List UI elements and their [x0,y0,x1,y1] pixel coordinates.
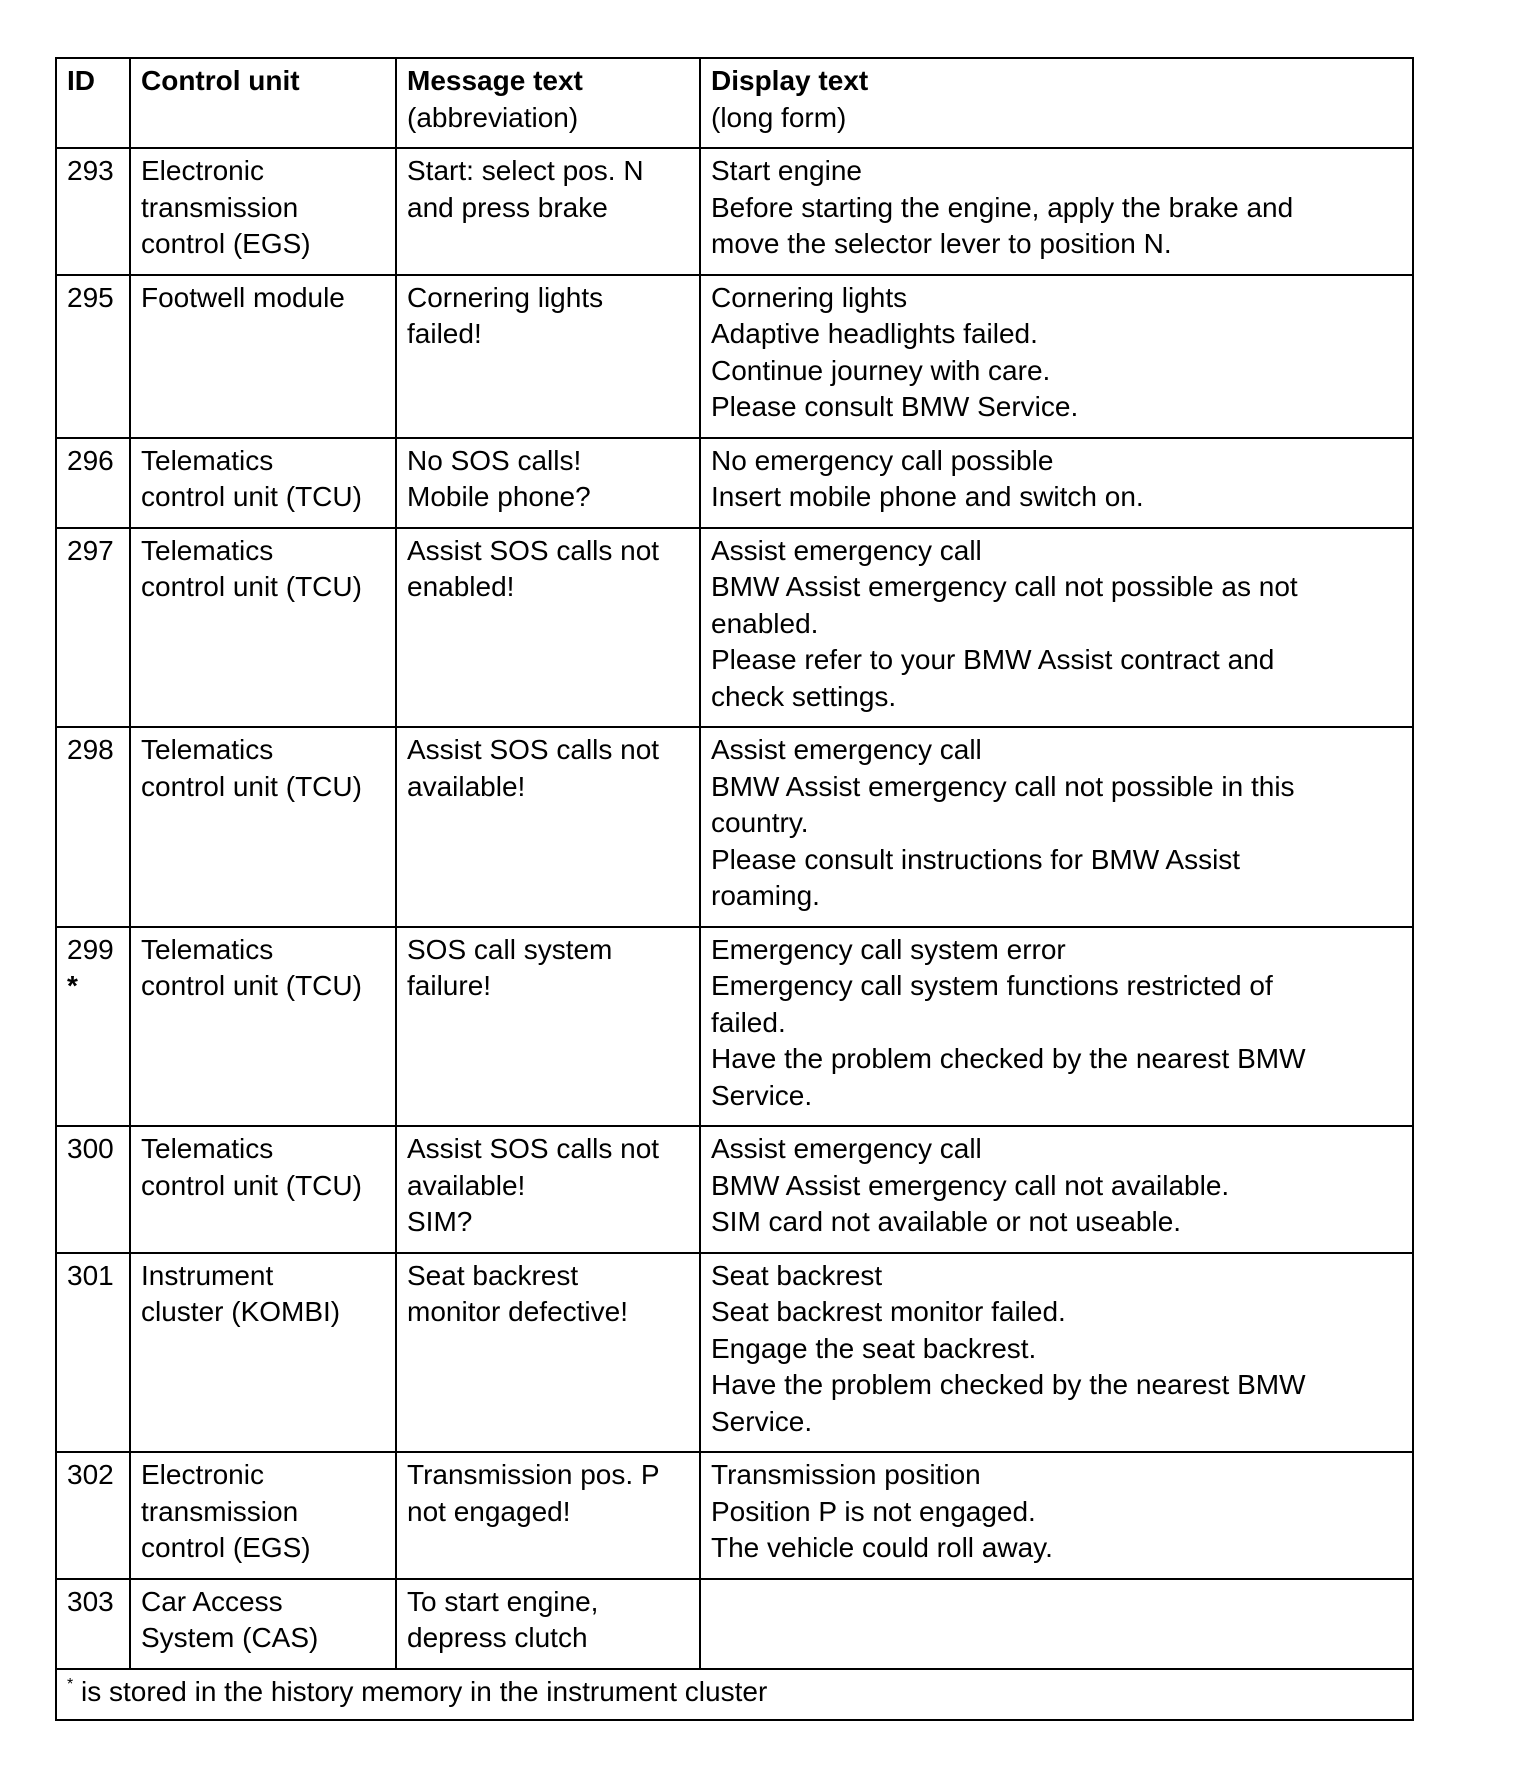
row-display-text: Seat backrest Seat backrest monitor failed. Engage the seat backrest. Have the problem checked by the nearest BMW Service. [700,1253,1413,1453]
row-message-text: Assist SOS calls not enabled! [396,528,700,728]
header-message-text [396,58,700,148]
footnote-row [56,1669,1413,1721]
header-control-unit: Control unit [130,58,396,148]
row-display-text [700,1579,1413,1669]
row-message-text: Transmission pos. P not engaged! [396,1452,700,1579]
row-message-text: Seat backrest monitor defective! [396,1253,700,1453]
row-id: 303 [56,1579,130,1669]
row-display-text: No emergency call possible Insert mobile phone and switch on. [700,438,1413,528]
row-message-text: Assist SOS calls not available! [396,727,700,927]
row-display-text: Assist emergency call BMW Assist emergency call not available. SIM card not available or not useable. [700,1126,1413,1253]
table-row [56,1452,1413,1579]
row-control-unit: Telematics control unit (TCU) [130,438,396,528]
row-control-unit: Footwell module [130,275,396,438]
row-control-unit: Telematics control unit (TCU) [130,1126,396,1253]
row-message-text: No SOS calls! Mobile phone? [396,438,700,528]
row-display-text: Emergency call system error Emergency call system functions restricted of failed. Have the problem checked by the nearest BMW Service. [700,927,1413,1127]
row-display-text: Transmission position Position P is not engaged. The vehicle could roll away. [700,1452,1413,1579]
row-id: 296 [56,438,130,528]
header-message-text-title: Message text [407,65,583,96]
row-control-unit: Car Access System (CAS) [130,1579,396,1669]
check-control-message-table [55,57,1414,1721]
row-message-text: Cornering lights failed! [396,275,700,438]
footnote-text: is stored in the history memory in the instrument cluster [73,1675,768,1707]
header-display-text-title: Display text [711,65,869,96]
header-id: ID [56,58,130,148]
table-body [56,148,1413,1720]
row-control-unit: Electronic transmission control (EGS) [130,148,396,275]
history-marker: * [67,970,78,1001]
row-message-text: To start engine, depress clutch [396,1579,700,1669]
header-message-text-sub: (abbreviation) [407,101,579,133]
row-id: 298 [56,727,130,927]
row-control-unit: Telematics control unit (TCU) [130,528,396,728]
table-row [56,727,1413,927]
row-id: 299 [67,933,114,965]
row-id: 297 [56,528,130,728]
row-id-cell [56,927,130,1127]
row-id: 295 [56,275,130,438]
header-display-text-sub: (long form) [711,101,847,133]
row-id: 293 [56,148,130,275]
row-id: 300 [56,1126,130,1253]
row-display-text: Assist emergency call BMW Assist emergency call not possible as not enabled. Please refer to your BMW Assist contract and check settings. [700,528,1413,728]
table-header-row [56,58,1413,148]
row-message-text: Start: select pos. N and press brake [396,148,700,275]
row-control-unit: Telematics control unit (TCU) [130,927,396,1127]
footnote-marker: * [67,1675,74,1693]
row-display-text: Cornering lights Adaptive headlights failed. Continue journey with care. Please consult BMW Service. [700,275,1413,438]
table-row [56,275,1413,438]
table-row [56,1126,1413,1253]
row-id: 302 [56,1452,130,1579]
row-message-text: SOS call system failure! [396,927,700,1127]
row-message-text: Assist SOS calls not available! SIM? [396,1126,700,1253]
row-control-unit: Telematics control unit (TCU) [130,727,396,927]
table-row [56,927,1413,1127]
table-row [56,438,1413,528]
table-row [56,1579,1413,1669]
row-control-unit: Electronic transmission control (EGS) [130,1452,396,1579]
row-control-unit: Instrument cluster (KOMBI) [130,1253,396,1453]
table-row [56,1253,1413,1453]
row-display-text: Assist emergency call BMW Assist emergency call not possible in this country. Please consult instructions for BMW Assist roaming. [700,727,1413,927]
header-display-text [700,58,1413,148]
row-id: 301 [56,1253,130,1453]
table-row [56,148,1413,275]
row-display-text: Start engine Before starting the engine, apply the brake and move the selector lever to position N. [700,148,1413,275]
footnote [56,1669,1413,1721]
table-row [56,528,1413,728]
message-table-page [55,57,1412,1721]
